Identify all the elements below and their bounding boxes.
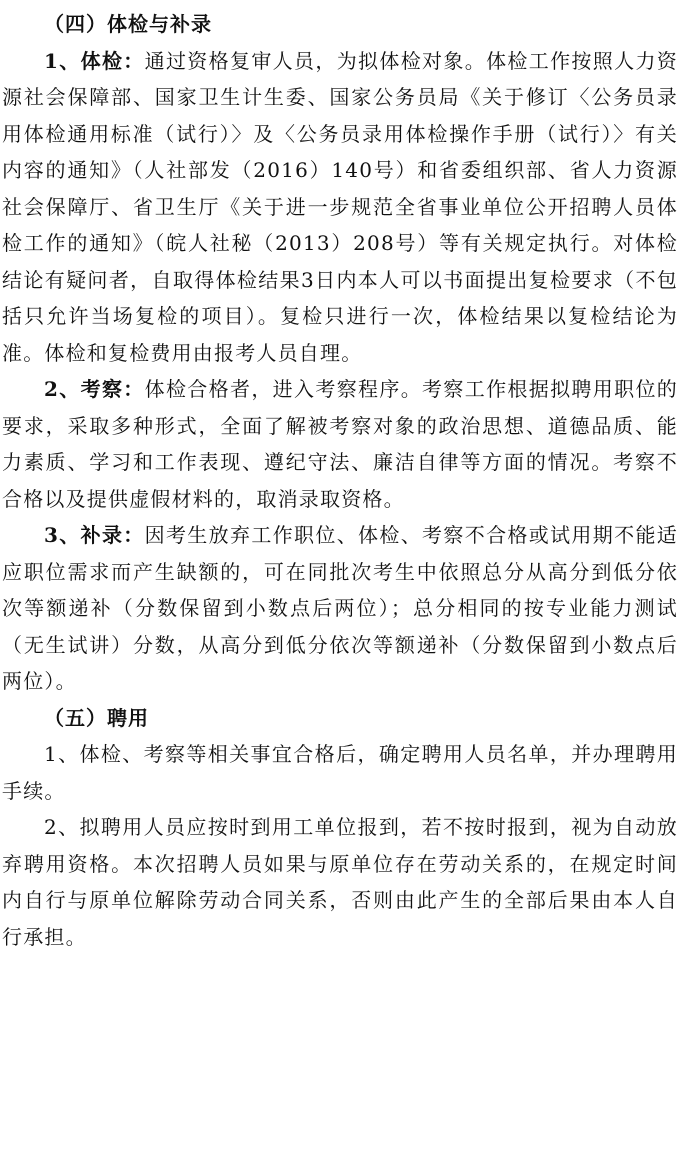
supplement-text: 因考生放弃工作职位、体检、考察不合格或试用期不能适应职位需求而产生缺额的，可在同批次考生中依照总分从高分到低分依次等额递补（分数保留到小数点后两位）；总分相同的按专业能力测试（无生试讲）分数，从高分到低分依次等额递补（分数保留到小数点后两位）。 — [2, 523, 678, 693]
section-4-paragraph-inspection — [2, 371, 678, 517]
section-5-paragraph-2: 2、拟聘用人员应按时到用工单位报到，若不按时报到，视为自动放弃聘用资格。本次招聘人员如果与原单位存在劳动关系的，在规定时间内自行与原单位解除劳动合同关系，否则由此产生的全部后果由本人自行承担。 — [2, 815, 678, 949]
section-4-title: （四）体检与补录 — [44, 12, 212, 36]
section-5-paragraph-1: 1、体检、考察等相关事宜合格后，确定聘用人员名单，并办理聘用手续。 — [2, 742, 678, 803]
section-5-title: （五）聘用 — [44, 705, 149, 730]
inspection-text: 体检合格者，进入考察程序。考察工作根据拟聘用职位的要求，采取多种形式，全面了解被考察对象的政治思想、道德品质、能力素质、学习和工作表现、遵纪守法、廉洁自律等方面的情况。考察不合格以及提供虚假材料的，取消录取资格。 — [2, 377, 678, 511]
physical-exam-label: 1、体检： — [44, 48, 145, 73]
section-4-paragraph-supplement — [2, 517, 678, 700]
section-4-paragraph-physical-exam — [2, 43, 678, 372]
physical-exam-text: 通过资格复审人员，为拟体检对象。体检工作按照人力资源社会保障部、国家卫生计生委、国家公务员局《关于修订〈公务员录用体检通用标准（试行）〉及〈公务员录用体检操作手册（试行）〉有关内容的通知》（人社部发（2016）140号）和省委组织部、省人力资源社会保障厅、省卫生厅《关于进一步规范全省事业单位公开招聘人员体检工作的通知》（皖人社秘（2013）208号）等有关规定执行。对体检结论有疑问者，自取得体检结果3日内本人可以书面提出复检要求（不包括只允许当场复检的项目）。复检只进行一次，体检结果以复检结论为准。体检和复检费用由报考人员自理。 — [2, 48, 678, 365]
inspection-label: 2、考察： — [44, 377, 145, 401]
supplement-label: 3、补录： — [44, 523, 145, 547]
